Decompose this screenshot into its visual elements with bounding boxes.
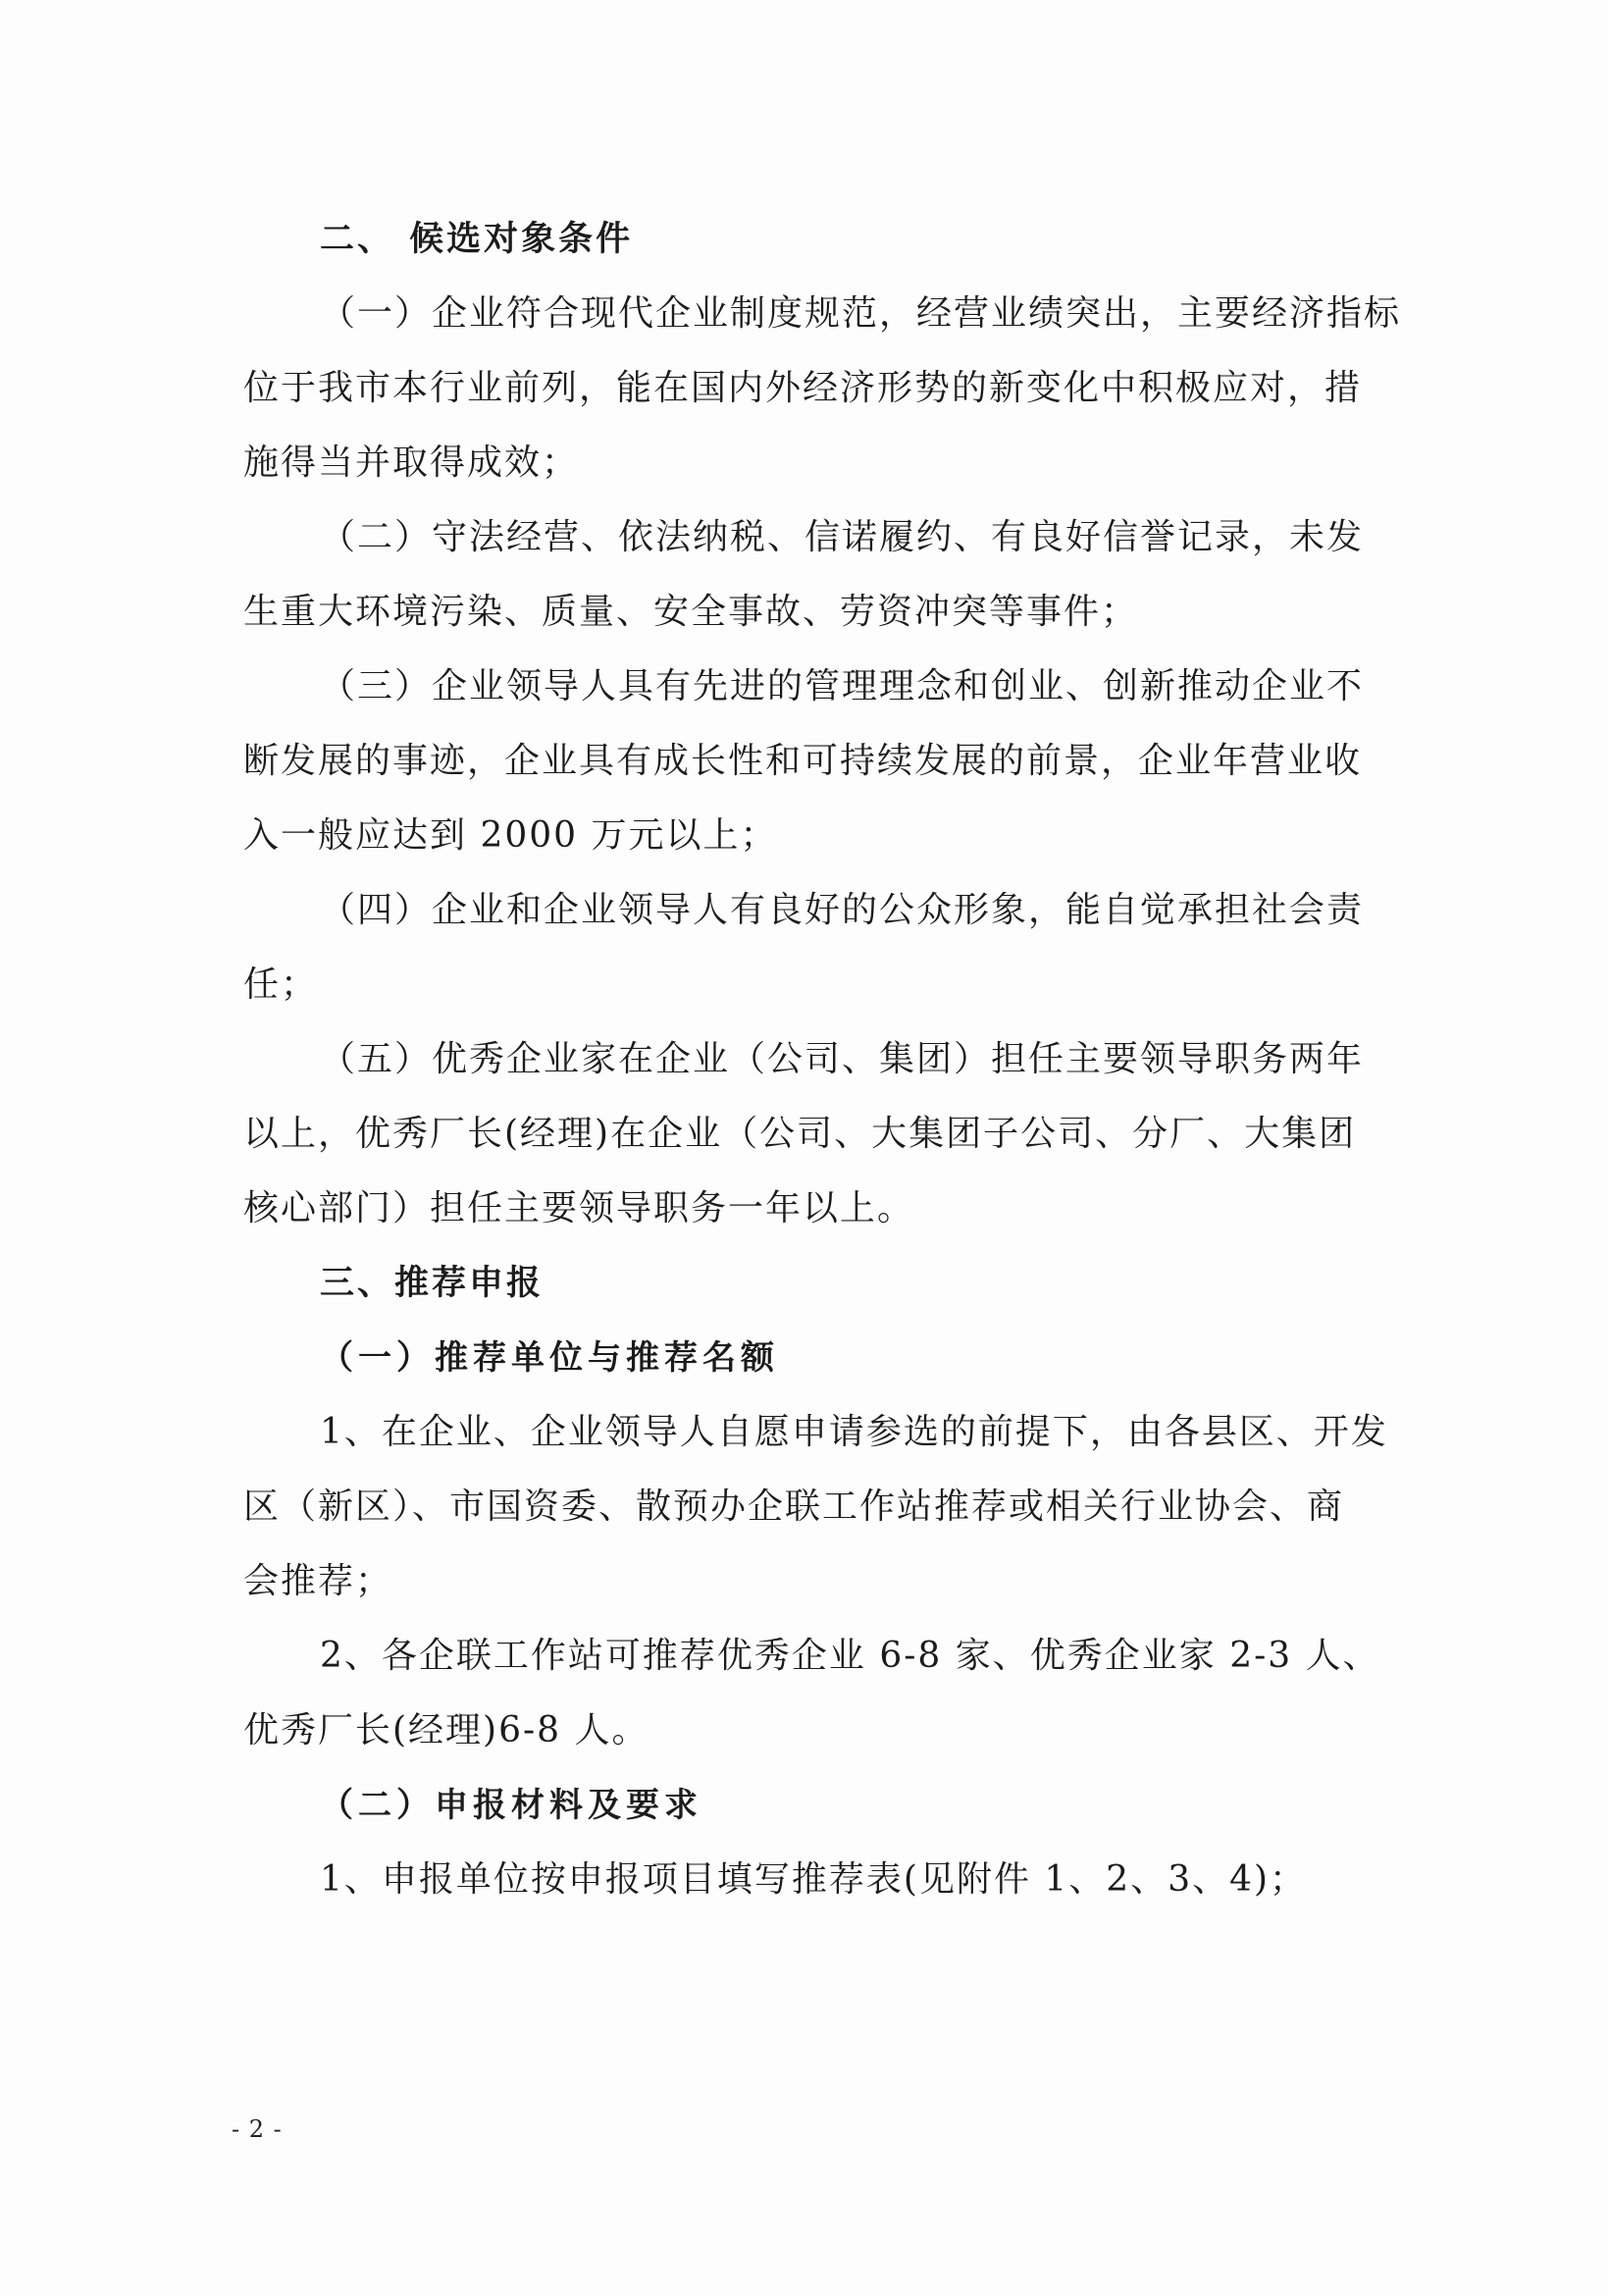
- paragraph-line: （五）优秀企业家在企业（公司、集团）担任主要领导职务两年: [320, 1039, 1365, 1079]
- subsection-heading-materials: （二）申报材料及要求: [320, 1786, 702, 1825]
- paragraph-line: （四）企业和企业领导人有良好的公众形象，能自觉承担社会责: [320, 890, 1365, 930]
- paragraph-line: 1、在企业、企业领导人自愿申请参选的前提下，由各县区、开发: [320, 1412, 1388, 1452]
- paragraph-line: 位于我市本行业前列，能在国内外经济形势的新变化中积极应对，措: [243, 368, 1363, 408]
- paragraph-line: 区（新区）、市国资委、散预办企联工作站推荐或相关行业协会、商: [243, 1487, 1345, 1527]
- paragraph-line: 生重大环境污染、质量、安全事故、劳资冲突等事件；: [243, 592, 1139, 632]
- paragraph-line: 以上，优秀厂长(经理)在企业（公司、大集团子公司、分厂、大集团: [243, 1114, 1357, 1154]
- page-number: - 2 -: [232, 2115, 283, 2143]
- paragraph-line: （二）守法经营、依法纳税、信诺履约、有良好信誉记录，未发: [320, 517, 1365, 557]
- paragraph-line: 任；: [243, 965, 319, 1005]
- paragraph-line: 会推荐；: [243, 1561, 393, 1601]
- subsection-heading-units-quota: （一）推荐单位与推荐名额: [320, 1338, 779, 1378]
- paragraph-line: 优秀厂长(经理)6-8 人。: [243, 1710, 649, 1750]
- paragraph-line: 核心部门）担任主要领导职务一年以上。: [243, 1188, 915, 1228]
- paragraph-line: 断发展的事迹，企业具有成长性和可持续发展的前景，企业年营业收: [243, 741, 1363, 781]
- section-heading-candidate-conditions: 二、 候选对象条件: [320, 220, 634, 259]
- paragraph-line: 2、各企联工作站可推荐优秀企业 6-8 家、优秀企业家 2-3 人、: [320, 1636, 1380, 1676]
- paragraph-line: （三）企业领导人具有先进的管理理念和创业、创新推动企业不: [320, 666, 1365, 706]
- paragraph-line: 入一般应达到 2000 万元以上；: [243, 815, 778, 856]
- paragraph-line: 施得当并取得成效；: [243, 443, 580, 483]
- section-heading-recommendation: 三、推荐申报: [320, 1264, 545, 1303]
- paragraph-line: （一）企业符合现代企业制度规范，经营业绩突出，主要经济指标: [320, 293, 1402, 334]
- paragraph-line: 1、申报单位按申报项目填写推荐表(见附件 1、2、3、4)；: [320, 1859, 1308, 1900]
